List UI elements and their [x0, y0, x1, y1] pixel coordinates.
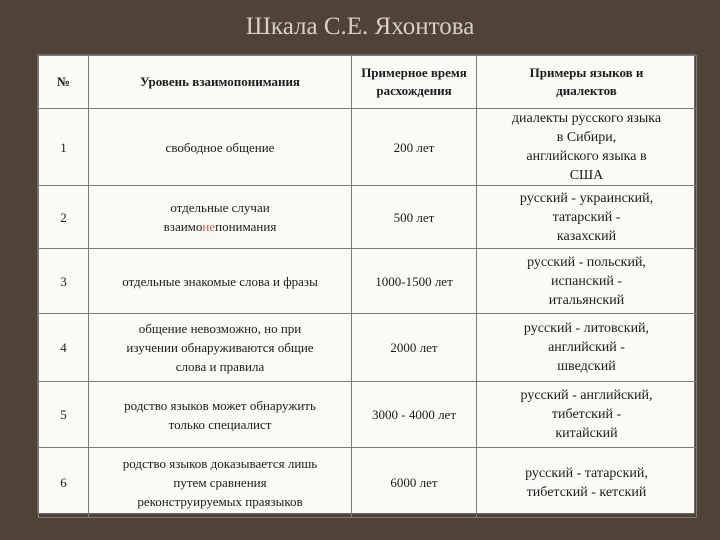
slide-title: Шкала С.Е. Яхонтова [245, 13, 475, 40]
header-row [39, 56, 697, 109]
understanding-level [89, 249, 352, 314]
level-text: понимания [215, 219, 277, 234]
row-number: 4 [39, 314, 89, 382]
example-line: русский - литовский, [523, 321, 650, 336]
example-line: испанский - [550, 273, 623, 289]
level-line: родство языков может обнаружить [124, 397, 316, 413]
table-row [39, 186, 697, 249]
level-line: изучении обнаруживаются общие [126, 340, 314, 355]
level-text: взаимо [163, 219, 203, 234]
level-line: путем сравнения [173, 475, 267, 490]
language-examples [477, 109, 697, 186]
divergence-time: 1000-1500 лет [352, 249, 477, 314]
yakhontov-scale-table [37, 54, 695, 514]
example-line: русский - украинский, [519, 190, 654, 206]
example-line: английского языка в [526, 149, 647, 164]
language-examples [477, 249, 697, 314]
divergence-time: 2000 лет [352, 314, 477, 382]
language-examples [477, 186, 697, 249]
divergence-time: 500 лет [352, 186, 477, 249]
language-examples [477, 382, 697, 448]
example-line: китайский [555, 426, 618, 441]
header-examples [477, 56, 697, 109]
example-line: русский - английский, [520, 388, 653, 403]
header-time [352, 56, 477, 109]
divergence-time: 200 лет [352, 109, 477, 186]
understanding-level [89, 382, 352, 448]
level-line: родство языков доказывается лишь [122, 456, 318, 471]
level-line: отдельные знакомые слова и фразы [122, 273, 318, 289]
level-line: слова и правила [175, 359, 265, 374]
example-line: итальянский [548, 292, 625, 308]
example-line: русский - татарский, [525, 465, 648, 481]
header-examples-line2: диалектов [556, 83, 617, 98]
level-highlight: не [202, 219, 216, 234]
example-line: казахский [556, 228, 617, 244]
understanding-level [89, 448, 352, 518]
example-line: в Сибири, [556, 130, 617, 145]
header-examples-line1: Примеры языков и [529, 65, 644, 80]
understanding-level [89, 314, 352, 382]
example-line: тибетский - кетский [526, 484, 647, 500]
table-row [39, 382, 697, 448]
language-examples [477, 314, 697, 382]
table-row [39, 448, 697, 518]
header-level: Уровень взаимопонимания [89, 56, 352, 109]
example-line: тибетский - [551, 407, 622, 422]
table-body [39, 56, 697, 518]
level-line: реконструируемых праязыков [137, 494, 303, 509]
divergence-time: 3000 - 4000 лет [352, 382, 477, 448]
understanding-level [89, 186, 352, 249]
table-row [39, 249, 697, 314]
divergence-time: 6000 лет [352, 448, 477, 518]
table-row [39, 314, 697, 382]
row-number: 5 [39, 382, 89, 448]
example-line: татарский - [552, 209, 621, 225]
header-num: № [39, 56, 89, 109]
level-line: только специалист [168, 416, 272, 432]
level-line: отдельные случаи [170, 200, 270, 215]
table-row [39, 109, 697, 186]
row-number: 2 [39, 186, 89, 249]
header-time-line1: Примерное время [361, 65, 467, 80]
level-line: общение невозможно, но при [138, 321, 302, 336]
example-line: английский - [548, 340, 625, 355]
row-number: 6 [39, 448, 89, 518]
language-examples [477, 448, 697, 518]
header-time-line2: расхождения [376, 83, 452, 98]
row-number: 1 [39, 109, 89, 186]
example-line: диалекты русского языка [511, 111, 662, 126]
example-line: русский - польский, [527, 254, 646, 270]
understanding-level [89, 109, 352, 186]
row-number: 3 [39, 249, 89, 314]
example-line: шведский [557, 359, 616, 374]
example-line: США [569, 168, 604, 183]
level-line: свободное общение [165, 139, 275, 155]
table [38, 55, 697, 518]
level-line [164, 219, 277, 234]
